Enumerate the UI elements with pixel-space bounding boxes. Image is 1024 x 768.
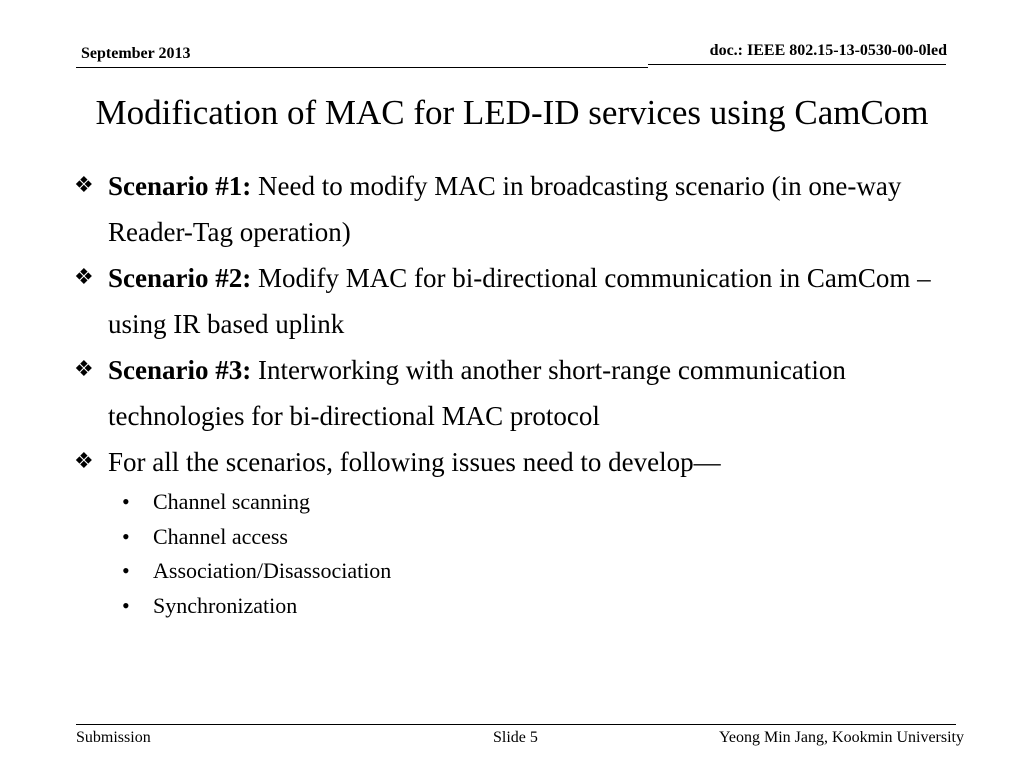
list-item [74, 485, 974, 520]
round-bullet-icon: • [122, 523, 130, 549]
footer-slide-number: Slide 5 [493, 729, 538, 746]
bullet-heading: Scenario #1: [108, 171, 252, 201]
header-divider-right [648, 64, 946, 65]
header-doc-id: doc.: IEEE 802.15-13-0530-00-0led [709, 42, 947, 59]
round-bullet-icon: • [122, 592, 130, 618]
list-item [74, 589, 974, 624]
diamond-bullet-icon: ❖ [74, 173, 94, 198]
bullet-heading: Scenario #2: [108, 263, 252, 293]
list-item-text: Synchronization [153, 592, 298, 618]
list-item-text: Channel scanning [153, 489, 311, 514]
footer-author: Yeong Min Jang, Kookmin University [718, 729, 964, 746]
slide-title: Modification of MAC for LED-ID services using CamCom [95, 93, 929, 132]
header-date: September 2013 [81, 45, 191, 62]
footer-submission: Submission [76, 729, 151, 746]
list-item-text: Channel access [153, 523, 288, 549]
list-item-text: Association/Disassociation [153, 558, 392, 583]
bullet-heading: Scenario #3: [108, 355, 252, 385]
diamond-bullet-icon: ❖ [74, 449, 94, 474]
issues-list [74, 485, 974, 623]
list-item [74, 520, 974, 555]
bullet-text: Interworking with another short-range communication technologies for bi-directional MAC protocol [108, 355, 846, 431]
list-item [74, 554, 974, 589]
diamond-bullet-icon: ❖ [74, 265, 94, 290]
bullet-scenario-1 [74, 163, 974, 255]
round-bullet-icon: • [122, 489, 130, 514]
round-bullet-icon: • [122, 558, 130, 583]
bullet-all-scenarios [74, 439, 974, 485]
footer-divider [76, 724, 956, 725]
slide-body [74, 163, 974, 623]
header-divider-left [76, 67, 648, 68]
diamond-bullet-icon: ❖ [74, 357, 94, 382]
bullet-scenario-2 [74, 255, 974, 347]
bullet-text: For all the scenarios, following issues need to develop— [108, 447, 721, 477]
bullet-text: Need to modify MAC in broadcasting scenario (in one-way Reader-Tag operation) [108, 171, 902, 247]
bullet-text: Modify MAC for bi-directional communication in CamCom –using IR based uplink [108, 263, 931, 339]
bullet-scenario-3 [74, 347, 974, 439]
